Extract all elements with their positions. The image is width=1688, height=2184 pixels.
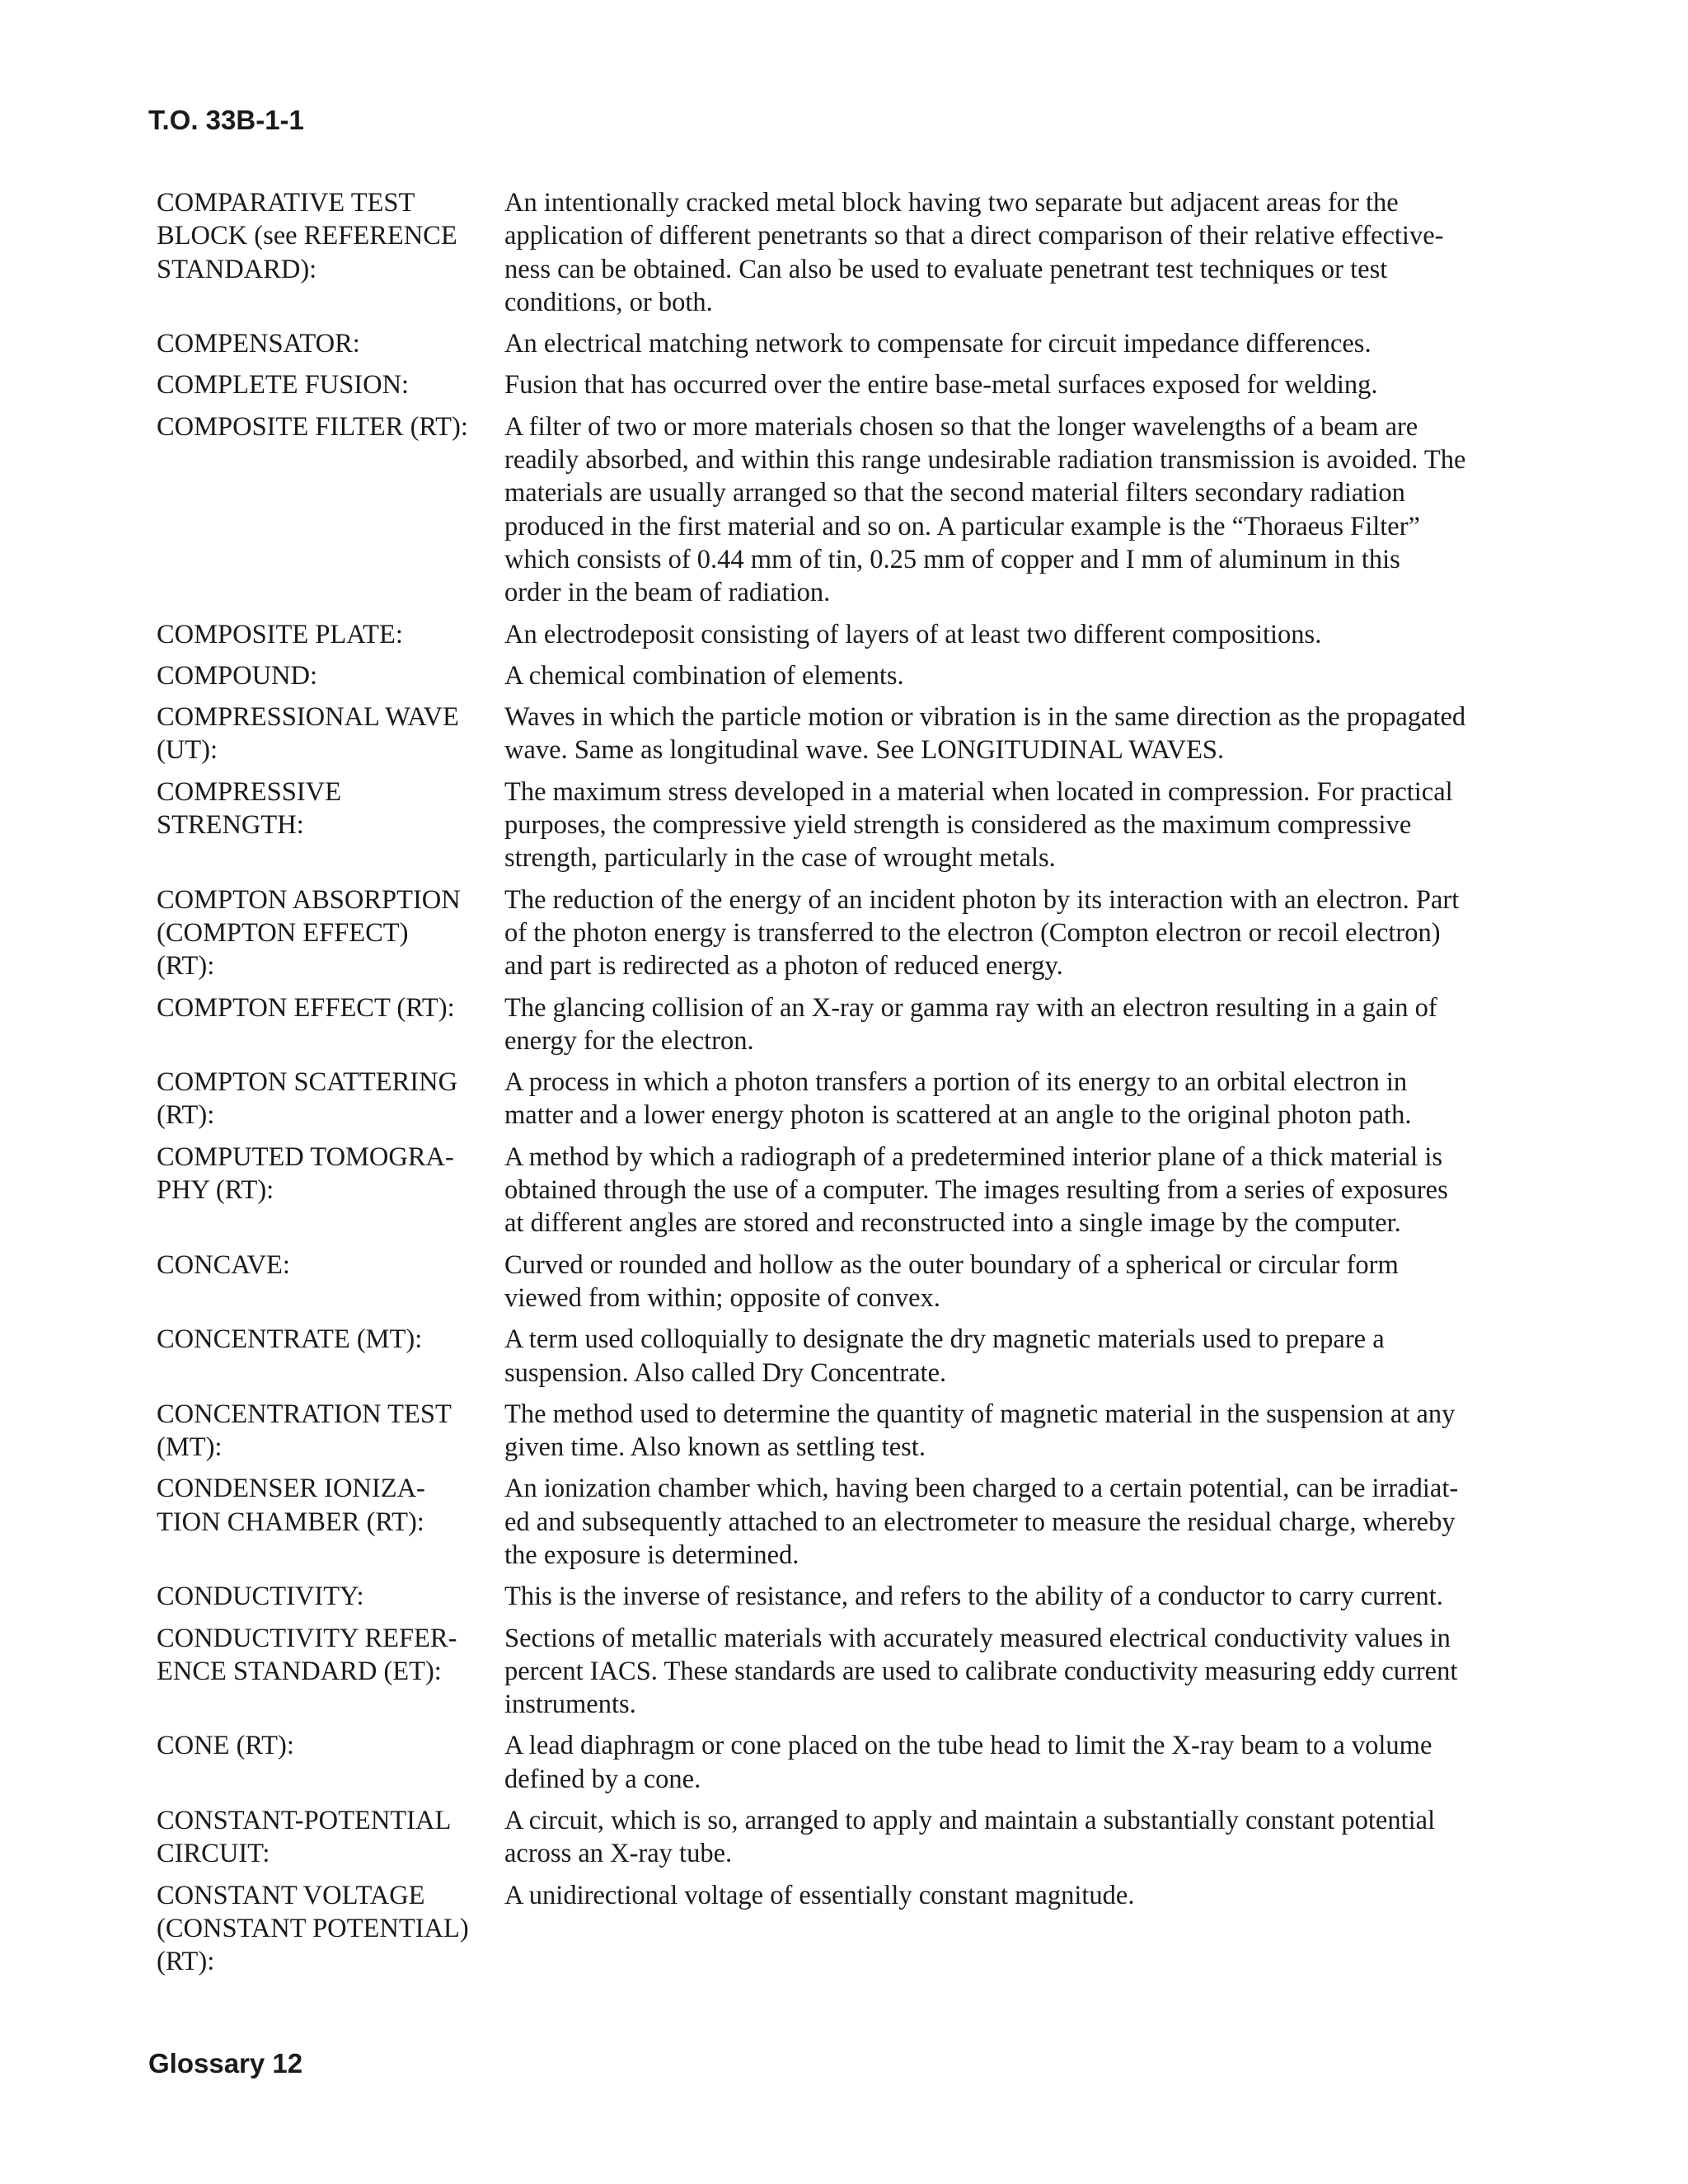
definition-line: Fusion that has occurred over the entire base-metal surfaces exposed for welding. (504, 370, 1378, 401)
definition-line: percent IACS. These standards are used to calibrate conductivity measuring eddy current (504, 1656, 1458, 1686)
glossary-definition (504, 618, 1533, 651)
term-line: COMPARATIVE TEST (157, 188, 415, 218)
term-line: CONE (RT): (157, 1731, 294, 1761)
glossary-term (157, 701, 504, 767)
glossary-term (157, 659, 504, 692)
term-line: (RT): (157, 1947, 215, 1977)
glossary-entry (157, 1879, 1533, 1979)
definition-line: application of different penetrants so that a direct comparison of their relative effective- (504, 221, 1444, 251)
glossary-definition (504, 1729, 1533, 1796)
term-line: (RT): (157, 1100, 215, 1131)
glossary-term (157, 368, 504, 401)
glossary-definition (504, 1323, 1533, 1390)
term-line: COMPTON EFFECT (RT): (157, 992, 455, 1023)
definition-line: across an X-ray tube. (504, 1839, 733, 1869)
definition-line: A lead diaphragm or cone placed on the tube head to limit the X-ray beam to a volume (504, 1731, 1432, 1761)
glossary-definition (504, 1622, 1533, 1722)
glossary-definition (504, 327, 1533, 360)
glossary-entry (157, 327, 1533, 360)
definition-line: A chemical combination of elements. (504, 660, 904, 691)
glossary-term (157, 1141, 504, 1240)
definition-line: produced in the first material and so on. A particular example is the “Thoraeus Filter” (504, 511, 1420, 541)
definition-line: A filter of two or more materials chosen so that the longer wavelengths of a beam are (504, 411, 1418, 442)
glossary-term (157, 1804, 504, 1871)
term-line: STANDARD): (157, 254, 317, 284)
glossary-definition (504, 1472, 1533, 1572)
term-line: COMPOSITE FILTER (RT): (157, 411, 468, 442)
definition-line: The glancing collision of an X-ray or gamma ray with an electron resulting in a gain of (504, 992, 1437, 1023)
definition-line: energy for the electron. (504, 1025, 754, 1056)
term-line: COMPLETE FUSION: (157, 370, 410, 401)
glossary-entry (157, 1472, 1533, 1572)
glossary-term (157, 883, 504, 983)
glossary-term (157, 327, 504, 360)
definition-line: An intentionally cracked metal block having two separate but adjacent areas for the (504, 188, 1399, 218)
term-line: COMPTON SCATTERING (157, 1067, 458, 1098)
definition-line: The method used to determine the quantity of magnetic material in the suspension at any (504, 1399, 1456, 1429)
term-line: (CONSTANT POTENTIAL) (157, 1913, 469, 1943)
definition-line: An electrodeposit consisting of layers of at least two different compositions. (504, 619, 1322, 649)
term-line: CONSTANT-POTENTIAL (157, 1806, 452, 1836)
glossary-entry (157, 618, 1533, 651)
definition-line: given time. Also known as settling test. (504, 1432, 926, 1463)
glossary-term (157, 1398, 504, 1465)
term-line: COMPOUND: (157, 660, 318, 691)
glossary-entry (157, 186, 1533, 319)
glossary-entry (157, 883, 1533, 983)
term-line: CONSTANT VOLTAGE (157, 1880, 425, 1910)
definition-line: The maximum stress developed in a material when located in compression. For practical (504, 776, 1453, 807)
glossary-definition (504, 659, 1533, 692)
definition-line: of the photon energy is transferred to the electron (Compton electron or recoil electron) (504, 917, 1441, 948)
glossary-entry (157, 659, 1533, 692)
glossary-definition (504, 1804, 1533, 1871)
glossary-entry (157, 1804, 1533, 1871)
glossary-entry (157, 1141, 1533, 1240)
glossary-term (157, 776, 504, 875)
term-line: CONCENTRATE (MT): (157, 1324, 423, 1355)
term-line: ENCE STANDARD (ET): (157, 1656, 442, 1686)
glossary-term (157, 991, 504, 1058)
glossary-term (157, 1580, 504, 1613)
term-line: COMPRESSIVE (157, 776, 341, 807)
glossary-definition (504, 1141, 1533, 1240)
glossary-entry (157, 1622, 1533, 1722)
definition-line: Curved or rounded and hollow as the outer boundary of a spherical or circular form (504, 1249, 1399, 1280)
term-line: (RT): (157, 951, 215, 982)
page-number: Glossary 12 (148, 2048, 303, 2079)
definition-line: A process in which a photon transfers a portion of its energy to an orbital electron in (504, 1067, 1408, 1098)
glossary-entry (157, 410, 1533, 610)
glossary-term (157, 1729, 504, 1796)
definition-line: A term used colloquially to designate the dry magnetic materials used to prepare a (504, 1324, 1385, 1355)
term-line: COMPENSATOR: (157, 329, 360, 359)
definition-line: ness can be obtained. Can also be used to evaluate penetrant test techniques or test (504, 254, 1388, 284)
glossary-term (157, 1066, 504, 1132)
definition-line: An ionization chamber which, having been charged to a certain potential, can be irradiat- (504, 1474, 1459, 1504)
glossary-definition (504, 1580, 1533, 1613)
definition-line: obtained through the use of a computer. The images resulting from a series of exposures (504, 1175, 1448, 1206)
glossary-entry (157, 1249, 1533, 1315)
glossary-entry (157, 1323, 1533, 1390)
definition-line: the exposure is determined. (504, 1540, 799, 1570)
glossary-term (157, 1879, 504, 1979)
definition-line: A unidirectional voltage of essentially constant magnitude. (504, 1880, 1135, 1910)
term-line: COMPRESSIONAL WAVE (157, 702, 459, 733)
definition-line: Waves in which the particle motion or vibration is in the same direction as the propagated (504, 702, 1466, 733)
glossary-definition (504, 410, 1533, 610)
glossary-definition (504, 701, 1533, 767)
definition-line: materials are usually arranged so that the second material filters secondary radiation (504, 478, 1405, 509)
glossary-list (157, 186, 1533, 1987)
document-id: T.O. 33B-1-1 (148, 105, 304, 135)
glossary-entry (157, 991, 1533, 1058)
term-line: COMPUTED TOMOGRA- (157, 1141, 454, 1172)
glossary-entry (157, 776, 1533, 875)
definition-line: matter and a lower energy photon is scattered at an angle to the original photon path. (504, 1100, 1412, 1131)
term-line: COMPTON ABSORPTION (157, 884, 461, 915)
definition-line: A circuit, which is so, arranged to apply and maintain a substantially constant potential (504, 1806, 1436, 1836)
glossary-definition (504, 883, 1533, 983)
definition-line: wave. Same as longitudinal wave. See LONGITUDINAL WAVES. (504, 735, 1225, 766)
term-line: STRENGTH: (157, 810, 304, 841)
glossary-term (157, 1249, 504, 1315)
definition-line: readily absorbed, and within this range undesirable radiation transmission is avoided. The (504, 445, 1466, 476)
term-line: CONDUCTIVITY REFER- (157, 1623, 457, 1653)
term-line: CONDUCTIVITY: (157, 1582, 364, 1612)
glossary-entry (157, 1729, 1533, 1796)
glossary-definition (504, 776, 1533, 875)
glossary-term (157, 1323, 504, 1390)
glossary-definition (504, 1066, 1533, 1132)
term-line: CIRCUIT: (157, 1839, 270, 1869)
term-line: (COMPTON EFFECT) (157, 917, 409, 948)
glossary-entry (157, 701, 1533, 767)
glossary-entry (157, 1066, 1533, 1132)
glossary-definition (504, 186, 1533, 319)
definition-line: An electrical matching network to compensate for circuit impedance differences. (504, 329, 1372, 359)
term-line: CONCENTRATION TEST (157, 1399, 452, 1429)
term-line: CONCAVE: (157, 1249, 290, 1280)
definition-line: order in the beam of radiation. (504, 578, 831, 608)
definition-line: Sections of metallic materials with accurately measured electrical conductivity values in (504, 1623, 1451, 1653)
term-line: CONDENSER IONIZA- (157, 1474, 425, 1504)
definition-line: which consists of 0.44 mm of tin, 0.25 mm of copper and I mm of aluminum in this (504, 544, 1400, 574)
glossary-entry (157, 368, 1533, 401)
definition-line: The reduction of the energy of an incident photon by its interaction with an electron. Part (504, 884, 1460, 915)
term-line: (MT): (157, 1432, 223, 1463)
glossary-definition (504, 1249, 1533, 1315)
definition-line: and part is redirected as a photon of reduced energy. (504, 951, 1063, 982)
definition-line: at different angles are stored and reconstructed into a single image by the computer. (504, 1208, 1401, 1239)
term-line: TION CHAMBER (RT): (157, 1507, 424, 1537)
definition-line: viewed from within; opposite of convex. (504, 1282, 940, 1313)
term-line: COMPOSITE PLATE: (157, 619, 403, 649)
term-line: (UT): (157, 735, 218, 766)
glossary-term (157, 618, 504, 651)
definition-line: A method by which a radiograph of a predetermined interior plane of a thick material is (504, 1141, 1443, 1172)
term-line: PHY (RT): (157, 1175, 274, 1206)
definition-line: suspension. Also called Dry Concentrate. (504, 1357, 947, 1388)
definition-line: defined by a cone. (504, 1764, 701, 1794)
glossary-entry (157, 1398, 1533, 1465)
definition-line: purposes, the compressive yield strength is considered as the maximum compressive (504, 810, 1412, 841)
glossary-term (157, 1472, 504, 1572)
glossary-term (157, 1622, 504, 1722)
glossary-definition (504, 1398, 1533, 1465)
definition-line: strength, particularly in the case of wrought metals. (504, 843, 1056, 874)
glossary-definition (504, 368, 1533, 401)
glossary-term (157, 410, 504, 610)
term-line: BLOCK (see REFERENCE (157, 221, 457, 251)
glossary-definition (504, 991, 1533, 1058)
definition-line: ed and subsequently attached to an electrometer to measure the residual charge, whereby (504, 1507, 1456, 1537)
glossary-entry (157, 1580, 1533, 1613)
glossary-definition (504, 1879, 1533, 1979)
glossary-term (157, 186, 504, 319)
definition-line: conditions, or both. (504, 287, 713, 317)
definition-line: This is the inverse of resistance, and refers to the ability of a conductor to carry current. (504, 1582, 1443, 1612)
definition-line: instruments. (504, 1690, 636, 1720)
